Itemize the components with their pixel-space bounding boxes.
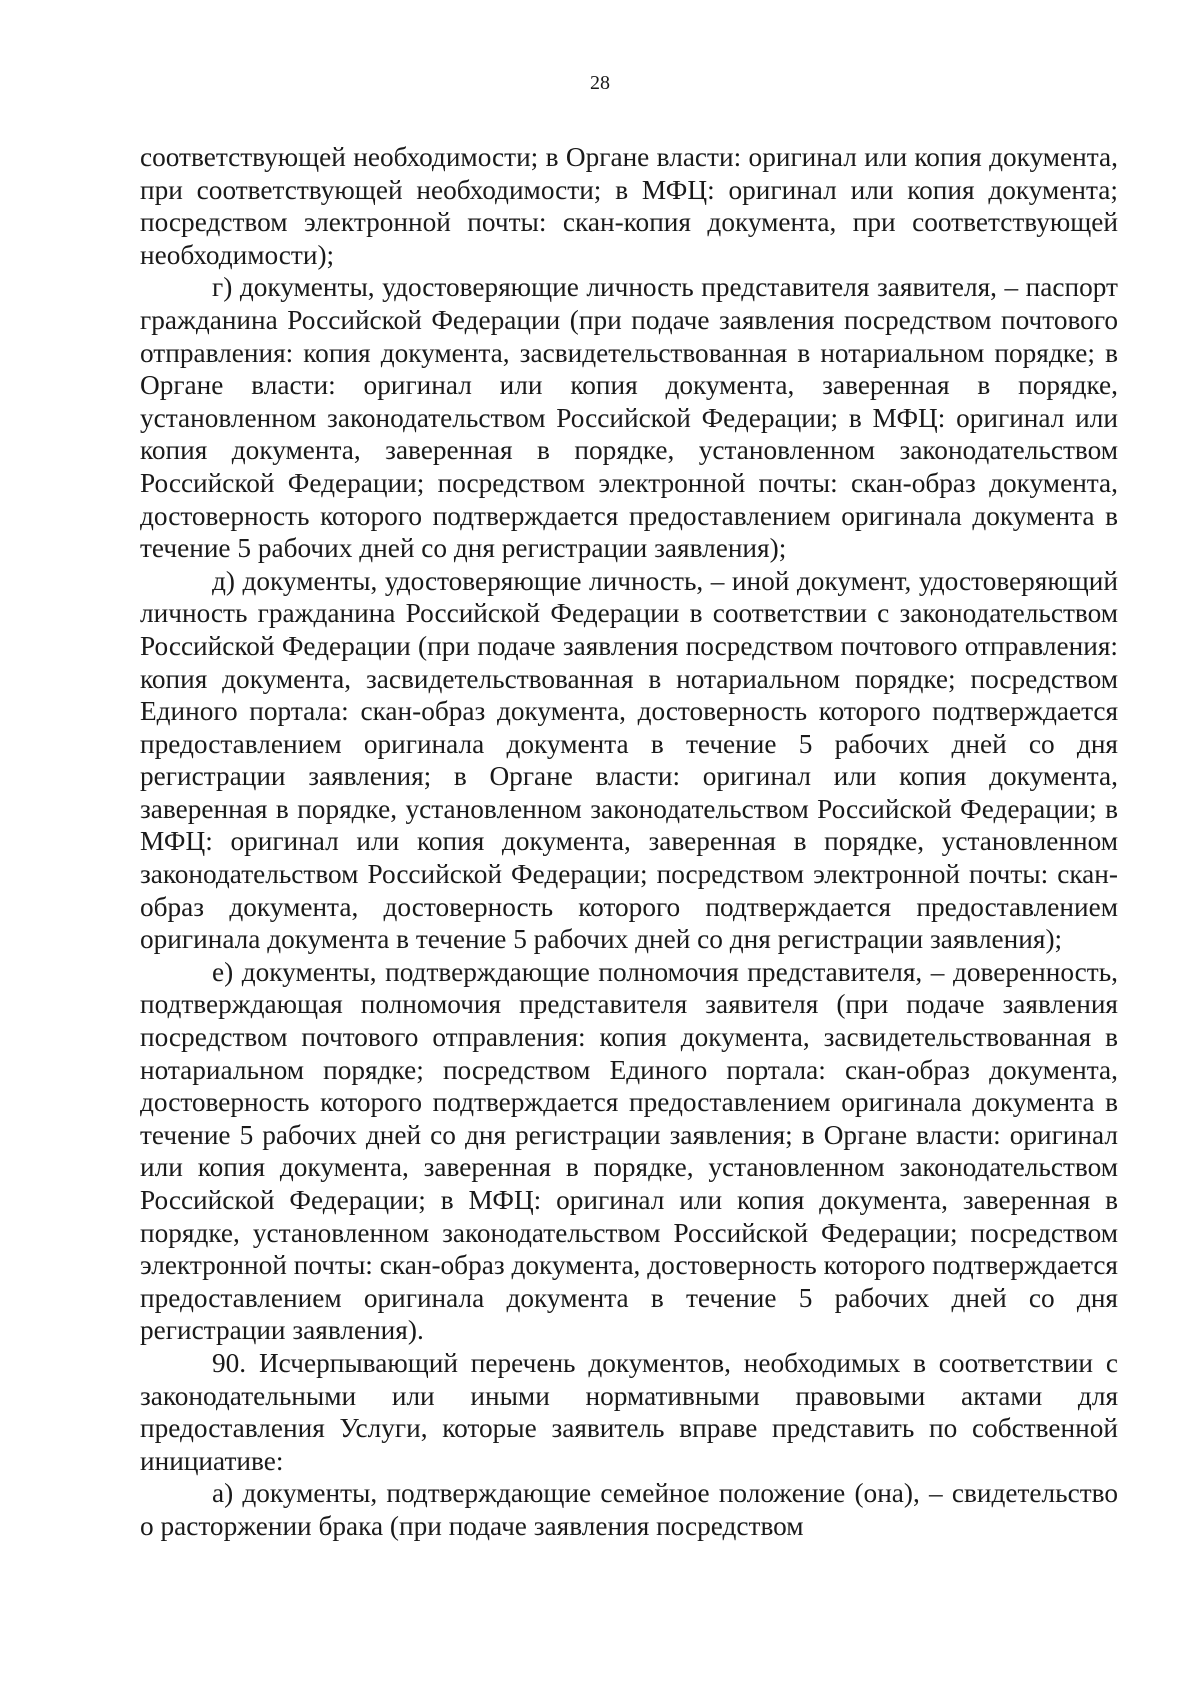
paragraph-item-a-marital-status: а) документы, подтверждающие семейное положение (она), – свидетельство о расторжении брака (при подаче заявления посредством (140, 1478, 1118, 1541)
paragraph-item-g-representative-identity: г) документы, удостоверяющие личность представителя заявителя, – паспорт гражданина Российской Федерации (при подаче заявления посредством почтового отправления: копия документа, засвидетельствованная в нотариальном порядке; в Органе власти: оригинал или копия документа, заверенная в порядке, установленном законодательством Российской Федерации; в МФЦ: оригинал или копия документа, заверенная в порядке, установленном законодательством Российской Федерации; посредством электронной почты: скан-образ документа, достоверность которого подтверждается предоставлением оригинала документа в течение 5 рабочих дней со дня регистрации заявления); (140, 272, 1118, 564)
paragraph-item-d-identity-document: д) документы, удостоверяющие личность, – иной документ, удостоверяющий личность гражданина Российской Федерации в соответствии с законодательством Российской Федерации (при подаче заявления посредством почтового отправления: копия документа, засвидетельствованная в нотариальном порядке; посредством Единого портала: скан-образ документа, достоверность которого подтверждается предоставлением оригинала документа в течение 5 рабочих дней со дня регистрации заявления; в Органе власти: оригинал или копия документа, заверенная в порядке, установленном законодательством Российской Федерации; в МФЦ: оригинал или копия документа, заверенная в порядке, установленном законодательством Российской Федерации; посредством электронной почты: скан-образ документа, достоверность которого подтверждается предоставлением оригинала документа в течение 5 рабочих дней со дня регистрации заявления); (140, 565, 1118, 955)
document-body (140, 141, 1118, 1543)
paragraph-section-90: 90. Исчерпывающий перечень документов, необходимых в соответствии с законодательными или иными нормативными правовыми актами для предоставления Услуги, которые заявитель вправе представить по собственной инициативе: (140, 1347, 1118, 1476)
paragraph-continuation: соответствующей необходимости; в Органе власти: оригинал или копия документа, при соответствующей необходимости; в МФЦ: оригинал или копия документа; посредством электронной почты: скан-копия документа, при соответствующей необходимости); (140, 142, 1118, 270)
page-number: 28 (590, 72, 610, 94)
paragraph-item-e-representative-authority: е) документы, подтверждающие полномочия представителя, – доверенность, подтверждающая полномочия представителя заявителя (при подаче заявления посредством почтового отправления: копия документа, засвидетельствованная в нотариальном порядке; посредством Единого портала: скан-образ документа, достоверность которого подтверждается предоставлением оригинала документа в течение 5 рабочих дней со дня регистрации заявления; в Органе власти: оригинал или копия документа, заверенная в порядке, установленном законодательством Российской Федерации; в МФЦ: оригинал или копия документа, заверенная в порядке, установленном законодательством Российской Федерации; посредством электронной почты: скан-образ документа, достоверность которого подтверждается предоставлением оригинала документа в течение 5 рабочих дней со дня регистрации заявления). (140, 956, 1118, 1346)
